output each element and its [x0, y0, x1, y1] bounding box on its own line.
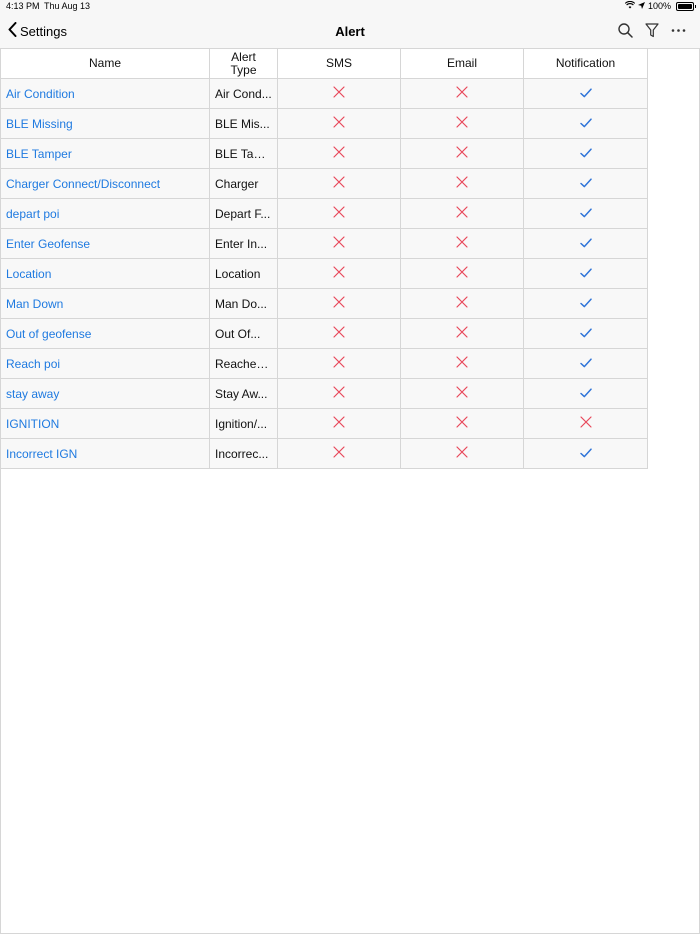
sms-cell[interactable]	[278, 139, 401, 169]
email-cell[interactable]	[401, 169, 524, 199]
navigation-bar	[0, 14, 700, 49]
cross-icon	[333, 386, 345, 401]
page-title: Alert	[335, 24, 365, 39]
cross-icon	[456, 86, 468, 101]
notification-cell[interactable]	[524, 319, 648, 349]
email-cell[interactable]	[401, 439, 524, 469]
cross-icon	[456, 326, 468, 341]
back-button-label: Settings	[20, 23, 67, 39]
alert-name-link[interactable]: Out of geofense	[1, 319, 210, 349]
checkmark-icon	[580, 117, 592, 131]
back-button[interactable]	[8, 22, 67, 40]
sms-cell[interactable]	[278, 289, 401, 319]
wifi-icon	[625, 1, 635, 11]
email-cell[interactable]	[401, 139, 524, 169]
cross-icon	[456, 176, 468, 191]
notification-cell[interactable]	[524, 109, 648, 139]
left-divider	[0, 468, 1, 934]
cross-icon	[333, 296, 345, 311]
checkmark-icon	[580, 387, 592, 401]
alert-type-cell: BLE Mis...	[210, 109, 278, 139]
sms-cell[interactable]	[278, 169, 401, 199]
alert-name-link[interactable]: BLE Tamper	[1, 139, 210, 169]
checkmark-icon	[580, 87, 592, 101]
cross-icon	[333, 236, 345, 251]
column-header-alert-type-label: Alert Type	[230, 49, 257, 77]
table-row[interactable]	[1, 409, 648, 439]
sms-cell[interactable]	[278, 109, 401, 139]
cross-icon	[333, 446, 345, 461]
table-row[interactable]	[1, 259, 648, 289]
sms-cell[interactable]	[278, 319, 401, 349]
cross-icon	[456, 296, 468, 311]
table-body	[1, 79, 648, 469]
alert-name-link[interactable]: Air Condition	[1, 79, 210, 109]
cross-icon	[333, 416, 345, 431]
column-header-sms[interactable]	[278, 49, 401, 79]
alert-type-cell: BLE Tam...	[210, 139, 278, 169]
battery-percent: 100%	[647, 1, 671, 11]
notification-cell[interactable]	[524, 259, 648, 289]
alert-type-cell: Air Cond...	[210, 79, 278, 109]
checkmark-icon	[580, 447, 592, 461]
checkmark-icon	[580, 207, 592, 221]
cross-icon	[333, 326, 345, 341]
notification-cell[interactable]	[524, 139, 648, 169]
alert-type-cell: Out Of...	[210, 319, 278, 349]
sms-cell[interactable]	[278, 79, 401, 109]
sms-cell[interactable]	[278, 349, 401, 379]
status-right-group	[625, 1, 694, 11]
alert-name-link[interactable]: Charger Connect/Disconnect	[1, 169, 210, 199]
email-cell[interactable]	[401, 229, 524, 259]
notification-cell[interactable]	[524, 229, 648, 259]
email-cell[interactable]	[401, 109, 524, 139]
column-header-email-label: Email	[446, 56, 477, 70]
table-row[interactable]	[1, 379, 648, 409]
column-header-name-label: Name	[88, 56, 121, 70]
alert-type-cell: Reached...	[210, 349, 278, 379]
alert-name-link[interactable]: Incorrect IGN	[1, 439, 210, 469]
alert-type-cell: Man Do...	[210, 289, 278, 319]
cross-icon	[333, 206, 345, 221]
notification-cell[interactable]	[524, 79, 648, 109]
notification-cell[interactable]	[524, 349, 648, 379]
cross-icon	[333, 116, 345, 131]
cross-icon	[333, 146, 345, 161]
email-cell[interactable]	[401, 79, 524, 109]
table-row[interactable]	[1, 349, 648, 379]
table-row[interactable]	[1, 199, 648, 229]
cross-icon	[456, 446, 468, 461]
chevron-left-icon	[8, 22, 20, 40]
alert-table	[0, 48, 648, 469]
cross-icon	[456, 116, 468, 131]
notification-cell[interactable]	[524, 199, 648, 229]
table-row[interactable]	[1, 229, 648, 259]
alert-type-cell: Location	[210, 259, 278, 289]
sms-cell[interactable]	[278, 229, 401, 259]
alert-name-link[interactable]: Enter Geofense	[1, 229, 210, 259]
column-header-alert-type[interactable]	[210, 49, 278, 79]
cross-icon	[456, 386, 468, 401]
location-arrow-icon	[638, 1, 645, 11]
status-date: Thu Aug 13	[44, 1, 91, 11]
alert-name-link[interactable]: Man Down	[1, 289, 210, 319]
table-row[interactable]	[1, 289, 648, 319]
column-header-email[interactable]	[401, 49, 524, 79]
email-cell[interactable]	[401, 259, 524, 289]
checkmark-icon	[580, 357, 592, 371]
checkmark-icon	[580, 267, 592, 281]
notification-cell[interactable]	[524, 169, 648, 199]
table-row[interactable]	[1, 169, 648, 199]
alert-type-cell: Enter In...	[210, 229, 278, 259]
cross-icon	[456, 266, 468, 281]
cross-icon	[456, 146, 468, 161]
sms-cell[interactable]	[278, 199, 401, 229]
cross-icon	[580, 416, 592, 431]
email-cell[interactable]	[401, 319, 524, 349]
nav-actions	[618, 23, 686, 38]
status-bar	[0, 0, 700, 14]
table-row[interactable]	[1, 109, 648, 139]
column-header-name[interactable]	[1, 49, 210, 79]
sms-cell[interactable]	[278, 409, 401, 439]
cross-icon	[333, 176, 345, 191]
table-row[interactable]	[1, 319, 648, 349]
alert-name-link[interactable]: Reach poi	[1, 349, 210, 379]
status-time: 4:13 PM	[6, 1, 40, 11]
alert-name-link[interactable]: IGNITION	[1, 409, 210, 439]
sms-cell[interactable]	[278, 259, 401, 289]
alert-table-container	[0, 48, 647, 469]
alert-type-cell: Ignition/...	[210, 409, 278, 439]
table-row[interactable]	[1, 79, 648, 109]
email-cell[interactable]	[401, 349, 524, 379]
email-cell[interactable]	[401, 409, 524, 439]
alert-name-link[interactable]: Location	[1, 259, 210, 289]
checkmark-icon	[580, 327, 592, 341]
notification-cell[interactable]	[524, 379, 648, 409]
cross-icon	[333, 86, 345, 101]
checkmark-icon	[580, 147, 592, 161]
notification-cell[interactable]	[524, 289, 648, 319]
cross-icon	[456, 236, 468, 251]
alert-name-link[interactable]: depart poi	[1, 199, 210, 229]
table-header-row	[1, 49, 648, 79]
email-cell[interactable]	[401, 199, 524, 229]
more-icon[interactable]	[671, 23, 686, 38]
alert-name-link[interactable]: BLE Missing	[1, 109, 210, 139]
notification-cell[interactable]	[524, 439, 648, 469]
notification-cell[interactable]	[524, 409, 648, 439]
search-icon[interactable]	[618, 23, 633, 38]
checkmark-icon	[580, 177, 592, 191]
battery-icon	[676, 2, 694, 11]
table-row[interactable]	[1, 439, 648, 469]
column-header-sms-label: SMS	[325, 56, 352, 70]
cross-icon	[456, 416, 468, 431]
cross-icon	[333, 266, 345, 281]
checkmark-icon	[580, 297, 592, 311]
table-row[interactable]	[1, 139, 648, 169]
column-header-notification-label: Notification	[555, 56, 616, 70]
alert-type-cell: Depart F...	[210, 199, 278, 229]
alert-type-cell: Incorrec...	[210, 439, 278, 469]
cross-icon	[333, 356, 345, 371]
email-cell[interactable]	[401, 289, 524, 319]
cross-icon	[456, 206, 468, 221]
alert-type-cell: Stay Aw...	[210, 379, 278, 409]
filter-icon[interactable]	[645, 23, 659, 38]
alert-type-cell: Charger	[210, 169, 278, 199]
sms-cell[interactable]	[278, 439, 401, 469]
cross-icon	[456, 356, 468, 371]
checkmark-icon	[580, 237, 592, 251]
sms-cell[interactable]	[278, 379, 401, 409]
column-header-notification[interactable]	[524, 49, 648, 79]
email-cell[interactable]	[401, 379, 524, 409]
alert-name-link[interactable]: stay away	[1, 379, 210, 409]
